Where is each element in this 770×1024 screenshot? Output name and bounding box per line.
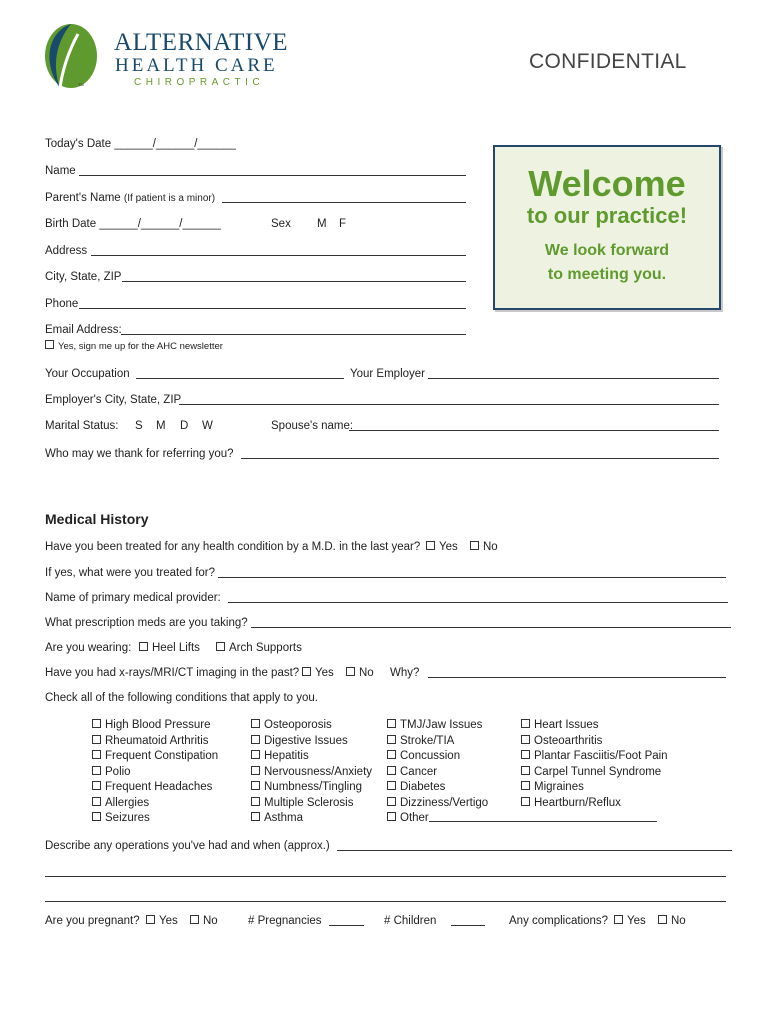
spouse-label: Spouse's name: <box>271 420 354 432</box>
q-wearing-label: Are you wearing: <box>45 642 132 654</box>
marital-option-d[interactable]: D <box>180 420 189 432</box>
q-operations-field-line3[interactable] <box>45 901 726 902</box>
welcome-box <box>493 145 721 310</box>
brand-name-line2: HEALTH CARE <box>115 55 278 76</box>
address-field[interactable] <box>91 255 466 256</box>
name-field[interactable] <box>79 175 466 176</box>
q-pregnant-no[interactable]: No <box>190 914 218 928</box>
complications-yes[interactable]: Yes <box>614 914 646 928</box>
parents-name-field[interactable] <box>222 202 466 203</box>
children-label: # Children <box>384 915 437 927</box>
welcome-line1: We look forward <box>544 242 670 259</box>
marital-option-w[interactable]: W <box>202 420 213 432</box>
todays-date-label: Today's Date ______/______/______ <box>45 138 236 150</box>
condition-checkbox[interactable]: Diabetes <box>387 780 657 796</box>
condition-checkbox[interactable]: Heartburn/Reflux <box>521 796 668 812</box>
condition-checkbox[interactable]: High Blood Pressure <box>92 718 218 734</box>
logo-leaf-icon <box>38 22 100 90</box>
parents-name-label: Parent's Name (If patient is a minor) <box>45 192 216 204</box>
marital-status-label: Marital Status: <box>45 420 119 432</box>
conditions-col1 <box>92 718 218 827</box>
condition-checkbox[interactable]: Asthma <box>251 811 372 827</box>
brand-name-line1: ALTERNATIVE <box>114 29 289 56</box>
complications-no[interactable]: No <box>658 914 686 928</box>
condition-checkbox[interactable]: Migraines <box>521 780 668 796</box>
employer-city-label: Employer's City, State, ZIP <box>45 394 182 406</box>
complications-label: Any complications? <box>509 915 609 927</box>
employer-label: Your Employer <box>350 368 426 380</box>
condition-checkbox[interactable]: Osteoarthritis <box>521 734 668 750</box>
sex-option-m[interactable]: M <box>317 218 327 230</box>
conditions-col2 <box>251 718 372 827</box>
q-treated-label: Have you been treated for any health condition by a M.D. in the last year? <box>45 541 421 553</box>
pregnancies-field[interactable] <box>329 925 364 926</box>
email-label: Email Address: <box>45 324 122 336</box>
q-treated-for-label: If yes, what were you treated for? <box>45 567 216 579</box>
pregnancies-label: # Pregnancies <box>248 915 322 927</box>
condition-checkbox[interactable]: Stroke/TIA <box>387 734 657 750</box>
condition-checkbox-other[interactable]: Other <box>387 811 657 827</box>
occupation-field[interactable] <box>136 378 344 379</box>
condition-checkbox[interactable]: Frequent Headaches <box>92 780 218 796</box>
condition-checkbox[interactable]: TMJ/Jaw Issues <box>387 718 657 734</box>
brand-name-line3: CHIROPRACTIC <box>134 77 265 88</box>
q-pregnant-label: Are you pregnant? <box>45 915 140 927</box>
condition-checkbox[interactable]: Multiple Sclerosis <box>251 796 372 812</box>
referral-label: Who may we thank for referring you? <box>45 448 234 460</box>
q-xrays-yes[interactable]: Yes <box>302 666 334 680</box>
sex-option-f[interactable]: F <box>339 218 347 230</box>
condition-checkbox[interactable]: Osteoporosis <box>251 718 372 734</box>
check-all-label: Check all of the following conditions that apply to you. <box>45 692 318 704</box>
condition-checkbox[interactable]: Polio <box>92 765 218 781</box>
logo <box>38 22 289 92</box>
condition-checkbox[interactable]: Rheumatoid Arthritis <box>92 734 218 750</box>
welcome-subtitle: to our practice! <box>526 203 688 228</box>
confidential-label: CONFIDENTIAL <box>529 50 687 73</box>
welcome-title: Welcome <box>528 163 686 204</box>
why-field[interactable] <box>428 677 726 678</box>
condition-checkbox[interactable]: Heart Issues <box>521 718 668 734</box>
condition-checkbox[interactable]: Dizziness/Vertigo <box>387 796 657 812</box>
heel-lifts-checkbox[interactable]: Heel Lifts <box>139 641 200 655</box>
q-operations-field-line2[interactable] <box>45 876 726 877</box>
medical-history-heading: Medical History <box>45 511 149 527</box>
spouse-field[interactable] <box>349 430 719 431</box>
phone-label: Phone <box>45 298 79 310</box>
q-meds-field[interactable] <box>251 627 731 628</box>
sex-label: Sex <box>271 218 291 230</box>
email-field[interactable] <box>121 334 466 335</box>
condition-checkbox[interactable]: Hepatitis <box>251 749 372 765</box>
condition-checkbox[interactable]: Frequent Constipation <box>92 749 218 765</box>
q-treated-for-field[interactable] <box>218 577 726 578</box>
q-provider-label: Name of primary medical provider: <box>45 592 221 604</box>
city-label: City, State, ZIP <box>45 271 122 283</box>
q-xrays-no[interactable]: No <box>346 666 374 680</box>
q-meds-label: What prescription meds are you taking? <box>45 617 248 629</box>
q-treated-yes[interactable]: Yes <box>426 540 458 554</box>
condition-checkbox[interactable]: Cancer <box>387 765 657 781</box>
employer-field[interactable] <box>428 378 719 379</box>
occupation-label: Your Occupation <box>45 368 130 380</box>
conditions-col4 <box>521 718 668 811</box>
condition-checkbox[interactable]: Allergies <box>92 796 218 812</box>
children-field[interactable] <box>451 925 485 926</box>
newsletter-checkbox[interactable] <box>45 340 223 354</box>
city-field[interactable] <box>122 281 466 282</box>
arch-supports-checkbox[interactable]: Arch Supports <box>216 641 302 655</box>
q-provider-field[interactable] <box>228 602 728 603</box>
name-label: Name <box>45 165 76 177</box>
condition-checkbox[interactable]: Concussion <box>387 749 657 765</box>
condition-checkbox[interactable]: Carpel Tunnel Syndrome <box>521 765 668 781</box>
welcome-line2: to meeting you. <box>547 266 667 283</box>
employer-city-field[interactable] <box>179 404 719 405</box>
marital-option-m[interactable]: M <box>156 420 166 432</box>
condition-checkbox[interactable]: Seizures <box>92 811 218 827</box>
condition-checkbox[interactable]: Plantar Fasciitis/Foot Pain <box>521 749 668 765</box>
marital-option-s[interactable]: S <box>135 420 143 432</box>
condition-checkbox[interactable]: Digestive Issues <box>251 734 372 750</box>
q-operations-field[interactable] <box>337 850 732 851</box>
why-label: Why? <box>390 667 420 679</box>
referral-field[interactable] <box>241 458 719 459</box>
q-operations-label: Describe any operations you've had and when (approx.) <box>45 840 330 852</box>
address-label: Address <box>45 245 88 257</box>
q-xrays-label: Have you had x-rays/MRI/CT imaging in the past? <box>45 667 300 679</box>
newsletter-label: Yes, sign me up for the AHC newsletter <box>58 341 223 352</box>
q-pregnant-yes[interactable]: Yes <box>146 914 178 928</box>
phone-field[interactable] <box>79 308 466 309</box>
condition-checkbox[interactable]: Nervousness/Anxiety <box>251 765 372 781</box>
birth-date-label: Birth Date ______/______/______ <box>45 218 221 230</box>
condition-checkbox[interactable]: Numbness/Tingling <box>251 780 372 796</box>
q-treated-no[interactable]: No <box>470 540 498 554</box>
logo-tm: TM <box>78 82 84 87</box>
